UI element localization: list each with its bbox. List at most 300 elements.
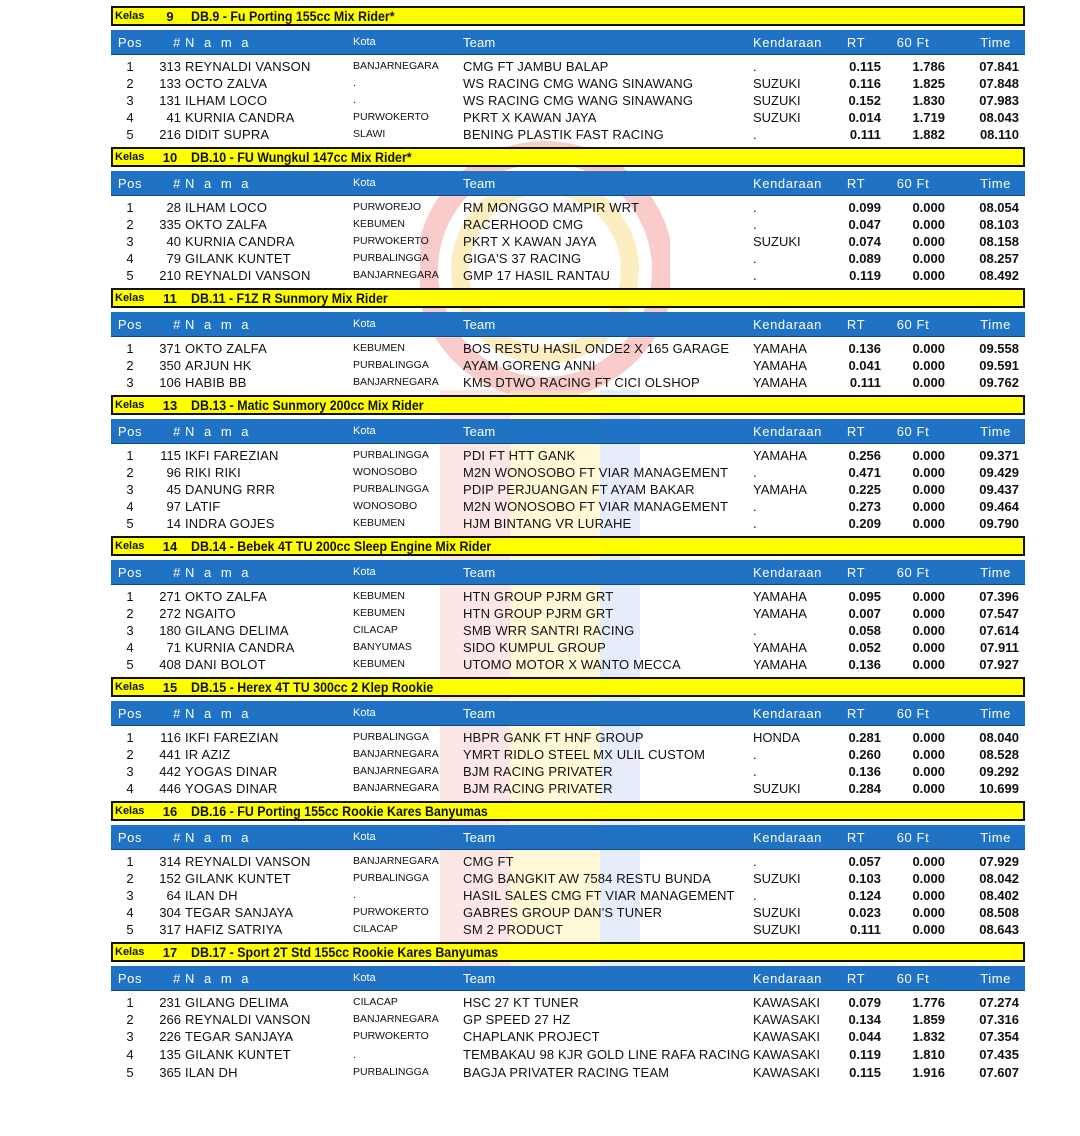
cell-kend: KAWASAKI <box>753 1046 820 1062</box>
cell-time: 09.591 <box>979 358 1019 373</box>
class-title: DB.13 - Matic Sunmory 200cc Mix Rider <box>191 397 424 413</box>
table-body <box>111 55 1025 147</box>
cell-kota: BANJARNEGARA <box>353 855 439 867</box>
cell-kend: . <box>753 623 757 638</box>
cell-time: 07.396 <box>979 589 1019 604</box>
class-number: 13 <box>162 397 178 413</box>
header-kend: Kendaraan <box>753 564 823 580</box>
header-nama: N a m a <box>185 705 252 721</box>
cell-pos: 2 <box>126 76 134 91</box>
cell-no: 41 <box>166 110 181 125</box>
header-no: # <box>173 175 181 191</box>
cell-rt: 0.057 <box>848 854 881 869</box>
header-kota: Kota <box>353 177 376 189</box>
cell-ft: 0.000 <box>912 589 945 604</box>
cell-kend: YAMAHA <box>753 589 807 604</box>
class-number: 11 <box>163 290 177 306</box>
kelas-label: Kelas <box>115 681 145 693</box>
header-rt: RT <box>846 970 866 986</box>
cell-time: 07.927 <box>979 657 1019 672</box>
kelas-label: Kelas <box>115 10 145 22</box>
cell-nama: KURNIA CANDRA <box>185 640 295 655</box>
cell-pos: 4 <box>126 905 134 920</box>
class-title-bar <box>111 942 1025 962</box>
header-time: Time <box>980 970 1011 986</box>
table-row <box>111 447 1025 464</box>
header-ft: 60 Ft <box>896 34 930 50</box>
cell-time: 07.547 <box>979 606 1019 621</box>
cell-nama: DANUNG RRR <box>185 482 276 497</box>
cell-nama: OKTO ZALFA <box>185 589 267 604</box>
header-ft: 60 Ft <box>896 423 930 439</box>
class-title-bar <box>111 801 1025 821</box>
cell-no: 304 <box>159 905 181 920</box>
header-team: Team <box>463 316 496 332</box>
cell-kota: WONOSOBO <box>353 466 418 478</box>
cell-rt: 0.044 <box>848 1029 881 1044</box>
cell-ft: 0.000 <box>912 747 945 762</box>
cell-team: HTN GROUP PJRM GRT <box>463 606 614 621</box>
cell-kend: . <box>753 747 757 762</box>
cell-pos: 1 <box>126 995 134 1010</box>
table-body <box>111 726 1025 801</box>
cell-pos: 4 <box>126 640 134 655</box>
header-kend: Kendaraan <box>753 423 823 439</box>
class-number: 15 <box>162 679 178 695</box>
kelas-label: Kelas <box>115 805 145 817</box>
cell-time: 08.054 <box>979 200 1019 215</box>
header-kota: Kota <box>353 831 376 843</box>
header-kend: Kendaraan <box>753 316 823 332</box>
table-row <box>111 1011 1025 1028</box>
cell-pos: 2 <box>126 871 134 886</box>
cell-ft: 0.000 <box>912 888 945 903</box>
cell-ft: 1.825 <box>912 76 945 91</box>
cell-nama: YOGAS DINAR <box>185 764 278 779</box>
cell-ft: 0.000 <box>912 251 945 266</box>
header-team: Team <box>463 564 496 580</box>
cell-kota: WONOSOBO <box>353 500 418 512</box>
cell-kend: . <box>753 516 757 531</box>
header-time: Time <box>980 175 1011 191</box>
cell-rt: 0.103 <box>848 871 881 886</box>
cell-kend: YAMAHA <box>753 606 807 621</box>
cell-kota: BANJARNEGARA <box>353 782 439 794</box>
table-row <box>111 870 1025 887</box>
table-row <box>111 216 1025 233</box>
cell-kend: SUZUKI <box>753 76 801 91</box>
cell-team: CMG BANGKIT AW 7584 RESTU BUNDA <box>463 871 712 886</box>
class-title-bar <box>111 147 1025 167</box>
cell-rt: 0.115 <box>849 59 881 74</box>
header-no: # <box>173 316 181 332</box>
cell-kota: KEBUMEN <box>353 517 405 529</box>
cell-nama: GILANG DELIMA <box>185 995 289 1010</box>
cell-pos: 3 <box>126 234 134 249</box>
table-body <box>111 444 1025 536</box>
cell-ft: 0.000 <box>912 764 945 779</box>
cell-kend: SUZUKI <box>753 905 801 920</box>
cell-ft: 0.000 <box>912 358 945 373</box>
cell-time: 08.158 <box>979 234 1019 249</box>
table-row <box>111 639 1025 656</box>
class-title-bar <box>111 536 1025 556</box>
cell-nama: REYNALDI VANSON <box>185 854 311 869</box>
cell-kota: . <box>353 77 356 89</box>
cell-pos: 1 <box>126 200 134 215</box>
cell-kota: CILACAP <box>353 923 398 935</box>
table-row <box>111 1064 1025 1081</box>
table-row <box>111 780 1025 797</box>
table-header <box>111 171 1025 196</box>
cell-kend: . <box>753 764 757 779</box>
cell-rt: 0.152 <box>848 93 881 108</box>
cell-team: AYAM GORENG ANNI <box>463 358 596 373</box>
header-no: # <box>173 705 181 721</box>
cell-no: 226 <box>159 1029 181 1044</box>
cell-pos: 2 <box>126 747 134 762</box>
cell-ft: 0.000 <box>912 922 945 937</box>
header-ft: 60 Ft <box>896 564 930 580</box>
cell-team: BAGJA PRIVATER RACING TEAM <box>463 1065 670 1080</box>
cell-pos: 3 <box>126 623 134 638</box>
class-section <box>111 801 1025 942</box>
cell-no: 71 <box>166 640 181 655</box>
cell-no: 97 <box>166 499 181 514</box>
cell-nama: TEGAR SANJAYA <box>185 905 294 920</box>
cell-kota: KEBUMEN <box>353 342 405 354</box>
cell-team: RM MONGGO MAMPIR WRT <box>463 200 640 215</box>
cell-no: 216 <box>159 127 181 142</box>
cell-time: 10.699 <box>979 781 1019 796</box>
cell-no: 115 <box>160 448 181 463</box>
table-row <box>111 853 1025 870</box>
header-nama: N a m a <box>185 175 252 191</box>
cell-pos: 4 <box>126 251 134 266</box>
cell-nama: GILANK KUNTET <box>185 1046 291 1062</box>
cell-pos: 1 <box>126 589 134 604</box>
kelas-label: Kelas <box>115 292 145 304</box>
cell-time: 08.257 <box>979 251 1019 266</box>
kelas-label: Kelas <box>115 540 145 552</box>
cell-kota: CILACAP <box>353 624 398 636</box>
cell-no: 350 <box>159 358 181 373</box>
header-kota: Kota <box>353 318 376 330</box>
cell-kota: . <box>353 94 356 106</box>
cell-pos: 2 <box>126 465 134 480</box>
cell-pos: 4 <box>126 781 134 796</box>
cell-ft: 0.000 <box>912 465 945 480</box>
cell-nama: IKFI FAREZIAN <box>185 448 279 463</box>
cell-kend: SUZUKI <box>753 922 801 937</box>
class-title-bar <box>111 6 1025 26</box>
cell-rt: 0.115 <box>849 1065 881 1080</box>
cell-ft: 0.000 <box>912 341 945 356</box>
header-time: Time <box>980 316 1011 332</box>
cell-kota: BANJARNEGARA <box>353 1013 439 1025</box>
cell-ft: 0.000 <box>912 200 945 215</box>
cell-nama: OKTO ZALFA <box>185 341 267 356</box>
cell-team: PDI FT HTT GANK <box>463 448 576 463</box>
cell-nama: NGAITO <box>185 606 236 621</box>
cell-team: SMB WRR SANTRI RACING <box>463 623 635 638</box>
cell-no: 272 <box>159 606 181 621</box>
cell-no: 271 <box>159 589 181 604</box>
cell-team: PDIP PERJUANGAN FT AYAM BAKAR <box>463 482 695 497</box>
cell-kend: . <box>753 499 757 514</box>
table-row <box>111 515 1025 532</box>
cell-kend: KAWASAKI <box>753 1065 820 1080</box>
cell-kota: KEBUMEN <box>353 218 405 230</box>
cell-ft: 0.000 <box>912 516 945 531</box>
cell-nama: IR AZIZ <box>185 747 231 762</box>
cell-kota: PURWOKERTO <box>353 1030 429 1042</box>
table-row <box>111 622 1025 639</box>
cell-rt: 0.136 <box>848 657 881 672</box>
cell-rt: 0.089 <box>848 251 881 266</box>
cell-kota: PURBALINGGA <box>353 359 429 371</box>
cell-pos: 1 <box>126 854 134 869</box>
cell-team: BENING PLASTIK FAST RACING <box>463 127 664 142</box>
cell-nama: OKTO ZALFA <box>185 217 267 232</box>
cell-rt: 0.111 <box>849 127 881 142</box>
cell-time: 08.103 <box>979 217 1019 232</box>
header-no: # <box>173 423 181 439</box>
header-ft: 60 Ft <box>896 970 930 986</box>
cell-kend: . <box>753 59 757 74</box>
header-nama: N a m a <box>185 829 252 845</box>
header-rt: RT <box>846 175 866 191</box>
cell-no: 335 <box>159 217 181 232</box>
cell-team: HASIL SALES CMG FT VIAR MANAGEMENT <box>463 888 735 903</box>
cell-kota: PURBALINGGA <box>353 449 429 461</box>
class-number: 17 <box>162 944 178 960</box>
cell-rt: 0.273 <box>848 499 881 514</box>
cell-ft: 0.000 <box>912 499 945 514</box>
cell-team: M2N WONOSOBO FT VIAR MANAGEMENT <box>463 465 729 480</box>
cell-ft: 0.000 <box>912 217 945 232</box>
cell-pos: 5 <box>126 922 134 937</box>
cell-kend: KAWASAKI <box>753 995 820 1010</box>
cell-time: 07.274 <box>979 995 1019 1010</box>
header-team: Team <box>463 175 496 191</box>
cell-kend: . <box>753 888 757 903</box>
table-header <box>111 312 1025 337</box>
cell-kend: . <box>753 127 757 142</box>
cell-kota: PURBALINGGA <box>353 731 429 743</box>
table-row <box>111 1045 1025 1064</box>
cell-rt: 0.095 <box>848 589 881 604</box>
cell-rt: 0.074 <box>848 234 881 249</box>
cell-time: 08.643 <box>979 922 1019 937</box>
cell-team: GP SPEED 27 HZ <box>463 1012 571 1027</box>
cell-no: 371 <box>159 341 181 356</box>
cell-kota: BANJARNEGARA <box>353 376 439 388</box>
cell-nama: ILAN DH <box>185 1065 238 1080</box>
cell-rt: 0.023 <box>848 905 881 920</box>
cell-ft: 0.000 <box>912 482 945 497</box>
cell-time: 08.043 <box>979 110 1019 125</box>
cell-team: YMRT RIDLO STEEL MX ULIL CUSTOM <box>463 747 706 762</box>
table-header <box>111 419 1025 444</box>
cell-ft: 0.000 <box>912 854 945 869</box>
class-section <box>111 536 1025 677</box>
table-row <box>111 199 1025 216</box>
cell-pos: 5 <box>126 516 134 531</box>
cell-kota: . <box>353 1048 356 1061</box>
cell-no: 180 <box>159 623 181 638</box>
table-row <box>111 340 1025 357</box>
header-kend: Kendaraan <box>753 705 823 721</box>
cell-team: TEMBAKAU 98 KJR GOLD LINE RAFA RACING <box>463 1046 751 1062</box>
header-no: # <box>173 829 181 845</box>
table-header <box>111 560 1025 585</box>
table-body <box>111 196 1025 288</box>
header-no: # <box>173 34 181 50</box>
table-row <box>111 126 1025 143</box>
cell-kend: . <box>753 251 757 266</box>
header-rt: RT <box>846 34 866 50</box>
table-row <box>111 481 1025 498</box>
cell-pos: 5 <box>126 1065 134 1080</box>
header-pos: Pos <box>117 316 143 332</box>
cell-no: 116 <box>160 730 181 745</box>
table-row <box>111 58 1025 75</box>
cell-rt: 0.058 <box>848 623 881 638</box>
class-number: 14 <box>162 538 178 554</box>
cell-ft: 0.000 <box>912 730 945 745</box>
kelas-label: Kelas <box>115 151 145 163</box>
table-row <box>111 75 1025 92</box>
class-title-bar <box>111 677 1025 697</box>
cell-pos: 3 <box>126 888 134 903</box>
header-ft: 60 Ft <box>896 705 930 721</box>
cell-nama: GILANG DELIMA <box>185 623 289 638</box>
header-team: Team <box>463 705 496 721</box>
cell-kend: SUZUKI <box>753 234 801 249</box>
cell-team: HJM BINTANG VR LURAHE <box>463 516 632 531</box>
cell-team: CMG FT <box>463 854 514 869</box>
cell-kota: KEBUMEN <box>353 658 405 670</box>
cell-team: RACERHOOD CMG <box>463 217 584 232</box>
header-pos: Pos <box>117 829 143 845</box>
cell-kota: BANYUMAS <box>353 641 412 653</box>
cell-time: 08.528 <box>979 747 1019 762</box>
cell-no: 408 <box>159 657 181 672</box>
cell-rt: 0.136 <box>848 341 881 356</box>
cell-rt: 0.052 <box>848 640 881 655</box>
cell-no: 96 <box>166 465 181 480</box>
cell-no: 231 <box>159 995 181 1010</box>
table-row <box>111 464 1025 481</box>
cell-rt: 0.281 <box>848 730 881 745</box>
table-row <box>111 109 1025 126</box>
cell-pos: 3 <box>126 764 134 779</box>
cell-nama: KURNIA CANDRA <box>185 234 295 249</box>
cell-nama: HAFIZ SATRIYA <box>185 922 283 937</box>
cell-ft: 1.776 <box>912 995 945 1010</box>
cell-ft: 0.000 <box>912 905 945 920</box>
class-title: DB.16 - FU Porting 155cc Rookie Kares Banyumas <box>191 803 488 819</box>
cell-pos: 3 <box>126 93 134 108</box>
cell-nama: REYNALDI VANSON <box>185 268 311 283</box>
cell-kend: HONDA <box>753 730 800 745</box>
cell-kota: KEBUMEN <box>353 607 405 619</box>
cell-ft: 1.882 <box>912 127 945 142</box>
header-nama: N a m a <box>185 316 252 332</box>
class-title: DB.15 - Herex 4T TU 300cc 2 Klep Rookie <box>191 679 434 695</box>
cell-ft: 0.000 <box>912 606 945 621</box>
cell-pos: 2 <box>126 217 134 232</box>
cell-nama: ILHAM LOCO <box>185 200 268 215</box>
header-ft: 60 Ft <box>896 175 930 191</box>
cell-rt: 0.124 <box>848 888 881 903</box>
cell-ft: 0.000 <box>912 448 945 463</box>
cell-kota: BANJARNEGARA <box>353 269 439 281</box>
header-ft: 60 Ft <box>896 829 930 845</box>
kelas-label: Kelas <box>115 399 145 411</box>
cell-team: PKRT X KAWAN JAYA <box>463 234 597 249</box>
table-header <box>111 701 1025 726</box>
cell-no: 79 <box>166 251 181 266</box>
class-title: DB.9 - Fu Porting 155cc Mix Rider* <box>191 8 395 24</box>
cell-no: 45 <box>166 482 181 497</box>
cell-nama: ILHAM LOCO <box>185 93 268 108</box>
cell-nama: ARJUN HK <box>185 358 252 373</box>
cell-time: 07.607 <box>979 1065 1019 1080</box>
cell-time: 07.929 <box>979 854 1019 869</box>
cell-kota: . <box>353 889 356 901</box>
header-kota: Kota <box>353 36 376 48</box>
cell-pos: 4 <box>126 1046 134 1062</box>
cell-no: 40 <box>166 234 181 249</box>
cell-ft: 1.786 <box>912 59 945 74</box>
class-number: 16 <box>162 803 178 819</box>
header-rt: RT <box>846 829 866 845</box>
cell-pos: 2 <box>126 358 134 373</box>
cell-ft: 1.719 <box>912 110 945 125</box>
cell-kend: SUZUKI <box>753 93 801 108</box>
class-title: DB.10 - FU Wungkul 147cc Mix Rider* <box>191 149 412 165</box>
cell-kota: PURBALINGGA <box>353 252 429 264</box>
results-sheet <box>111 6 1025 1085</box>
cell-rt: 0.471 <box>848 465 881 480</box>
cell-kota: BANJARNEGARA <box>353 765 439 777</box>
header-rt: RT <box>846 316 866 332</box>
cell-nama: HABIB BB <box>185 375 247 390</box>
cell-no: 64 <box>166 888 181 903</box>
cell-no: 313 <box>159 59 181 74</box>
cell-kend: YAMAHA <box>753 657 807 672</box>
cell-nama: YOGAS DINAR <box>185 781 278 796</box>
cell-pos: 2 <box>126 1012 134 1027</box>
cell-pos: 5 <box>126 657 134 672</box>
cell-team: HBPR GANK FT HNF GROUP <box>463 730 644 745</box>
class-number: 9 <box>166 8 174 24</box>
header-rt: RT <box>846 564 866 580</box>
header-kota: Kota <box>353 566 376 578</box>
table-row <box>111 92 1025 109</box>
cell-team: WS RACING CMG WANG SINAWANG <box>463 76 694 91</box>
header-kend: Kendaraan <box>753 34 823 50</box>
header-kend: Kendaraan <box>753 970 823 986</box>
cell-team: SIDO KUMPUL GROUP <box>463 640 606 655</box>
cell-no: 133 <box>159 76 181 91</box>
cell-ft: 0.000 <box>912 781 945 796</box>
class-title: DB.11 - F1Z R Sunmory Mix Rider <box>191 290 388 306</box>
header-no: # <box>173 970 181 986</box>
cell-team: GABRES GROUP DAN'S TUNER <box>463 905 663 920</box>
